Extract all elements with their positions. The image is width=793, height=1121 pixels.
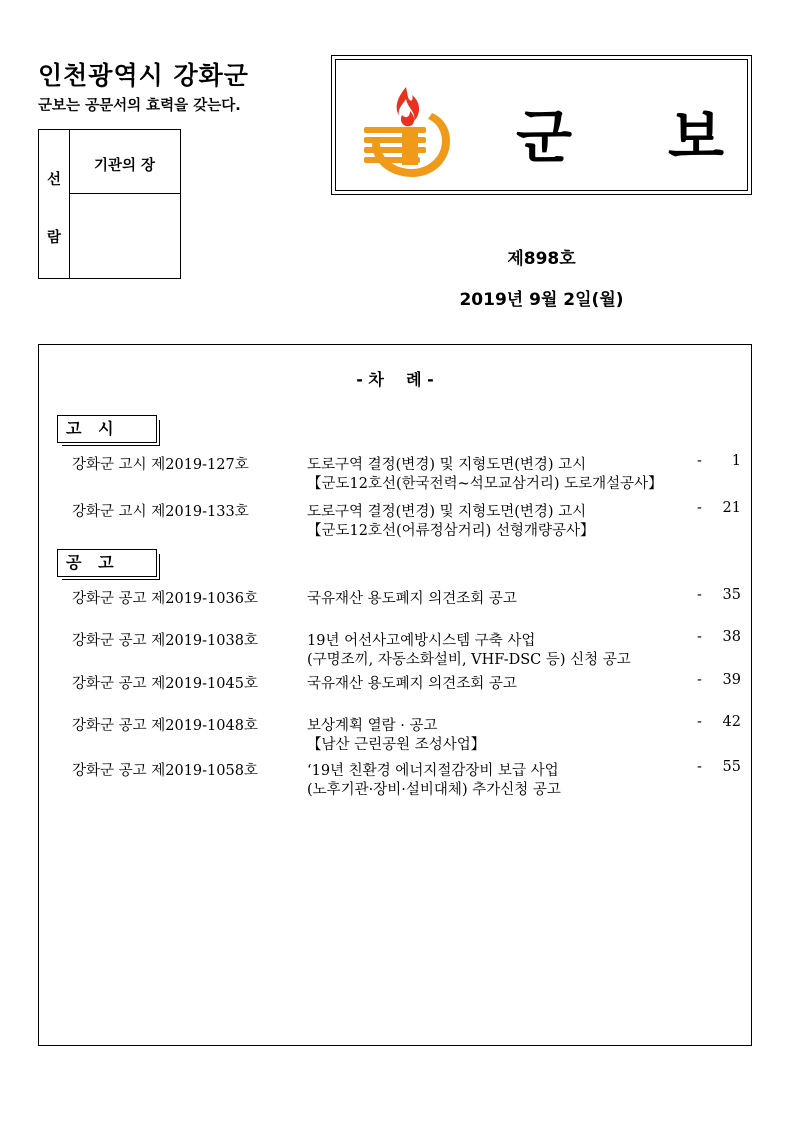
toc-heading: - 차 례 -	[356, 370, 434, 389]
issue-date: 2019년 9월 2일(월)	[459, 290, 624, 310]
entry-code: 강화군 공고 제2019-1048호	[72, 718, 258, 734]
table-of-contents	[38, 344, 752, 1046]
entry-dash: -	[697, 714, 702, 730]
review-side-label-bottom: 람	[46, 230, 61, 246]
entry-dash: -	[697, 759, 702, 775]
entry-subtitle: (구명조끼, 자동소화설비, VHF-DSC 등) 신청 공고	[307, 652, 631, 668]
entry-dash: -	[697, 587, 702, 603]
entry-page: 1	[731, 453, 741, 469]
gazette-title-char-1: 군	[516, 103, 573, 171]
entry-subtitle: 【군도12호선(어류정삼거리) 선형개량공사】	[307, 523, 595, 539]
org-title: 인천광역시 강화군	[38, 61, 249, 90]
org-subtitle: 군보는 공문서의 효력을 갖는다.	[38, 98, 241, 114]
entry-code: 강화군 공고 제2019-1045호	[72, 676, 258, 692]
gazette-title-char-2: 보	[668, 103, 725, 171]
section-label-notice: 고 시	[57, 415, 157, 443]
entry-subtitle: (노후기관·장비·설비대체) 추가신청 공고	[307, 782, 561, 798]
entry-dash: -	[697, 629, 702, 645]
entry-dash: -	[697, 672, 702, 688]
entry-page: 42	[722, 714, 741, 730]
gazette-title	[516, 90, 724, 174]
entry-code: 강화군 공고 제2019-1058호	[72, 763, 258, 779]
entry-page: 55	[722, 759, 741, 775]
entry-code: 강화군 고시 제2019-133호	[72, 504, 249, 520]
entry-title: 보상계획 열람 · 공고	[307, 718, 438, 734]
review-side-label-top: 선	[46, 172, 61, 188]
entry-title: 국유재산 용도폐지 의견조회 공고	[307, 591, 517, 607]
entry-subtitle: 【남산 근린공원 조성사업】	[307, 737, 486, 753]
entry-code: 강화군 공고 제2019-1036호	[72, 591, 258, 607]
entry-page: 35	[722, 587, 741, 603]
entry-page: 39	[722, 672, 741, 688]
entry-code: 강화군 공고 제2019-1038호	[72, 633, 258, 649]
entry-title: 도로구역 결정(변경) 및 지형도면(변경) 고시	[307, 504, 587, 520]
entry-title: 도로구역 결정(변경) 및 지형도면(변경) 고시	[307, 457, 587, 473]
entry-code: 강화군 고시 제2019-127호	[72, 457, 249, 473]
entry-page: 38	[722, 629, 741, 645]
review-box	[38, 129, 181, 279]
entry-title: 19년 어선사고예방시스템 구축 사업	[307, 633, 536, 649]
review-column-header: 기관의 장	[93, 158, 156, 174]
section-label-announcement: 공 고	[57, 549, 157, 577]
gazette-banner	[331, 55, 752, 195]
gangwha-county-emblem-icon	[362, 81, 456, 181]
entry-title: ‘19년 친환경 에너지절감장비 보급 사업	[307, 763, 559, 779]
entry-dash: -	[697, 500, 702, 516]
entry-dash: -	[697, 453, 702, 469]
gazette-banner-inner-frame	[335, 59, 748, 191]
entry-page: 21	[722, 500, 741, 516]
entry-title: 국유재산 용도폐지 의견조회 공고	[307, 676, 517, 692]
entry-subtitle: 【군도12호선(한국전력~석모교삼거리) 도로개설공사】	[307, 476, 663, 492]
review-divider-horizontal	[69, 193, 180, 194]
issue-number: 제898호	[507, 249, 576, 269]
review-divider-vertical	[69, 130, 70, 278]
